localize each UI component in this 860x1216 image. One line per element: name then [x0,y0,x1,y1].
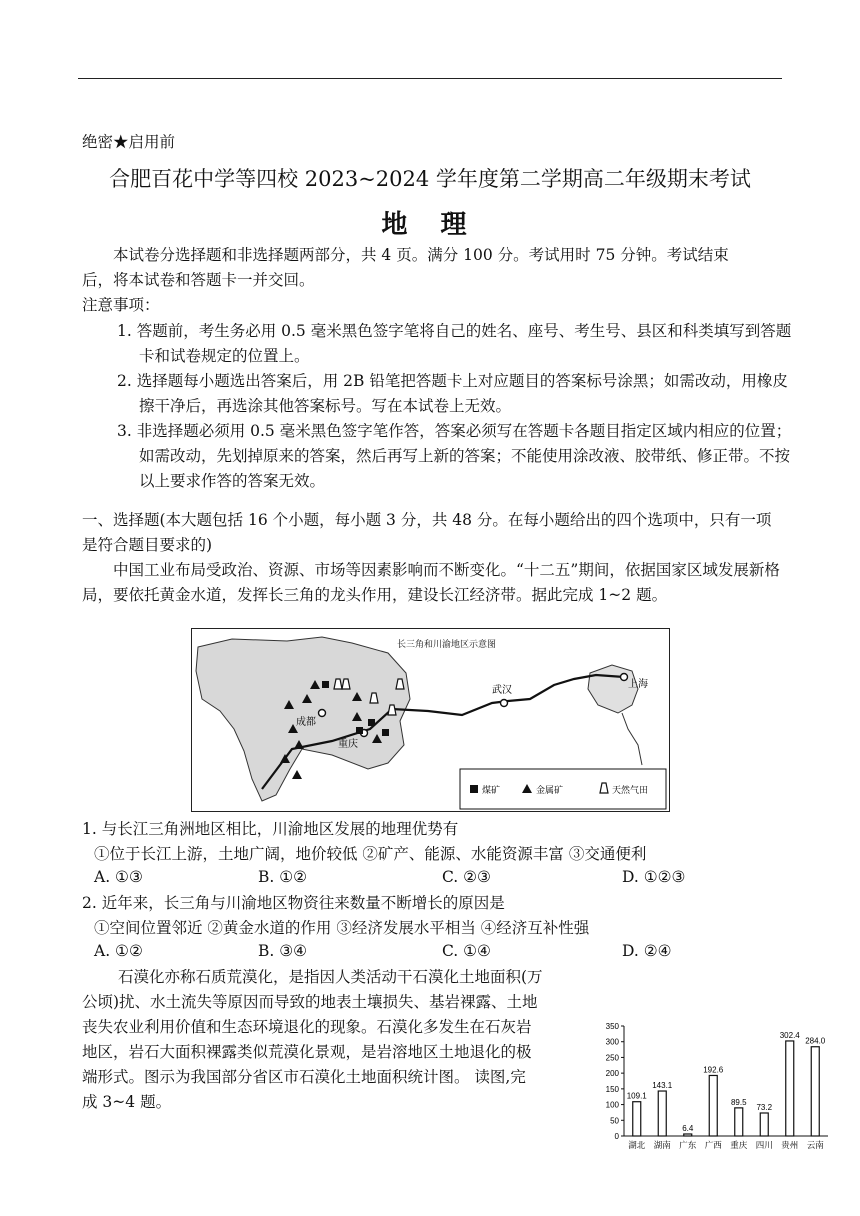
y-tick-label: 50 [610,1116,619,1126]
y-tick-label: 150 [605,1084,619,1094]
q1-option-c[interactable]: C. ②③ [442,868,491,886]
category-label: 云南 [806,1140,824,1150]
bar-value-label: 143.1 [652,1081,673,1091]
chengdu-marker [319,710,326,717]
chengdu-label: 成都 [296,717,316,728]
bar-重庆 [735,1108,743,1136]
bar-贵州 [786,1041,794,1136]
rocky-desertification-chart [596,1018,834,1158]
bar-value-label: 192.6 [703,1065,724,1075]
note-item-2: 2. 选择题每小题选出答案后，用 2B 铅笔把答题卡上对应题目的答案标号涂黑；如需改动，用橡皮擦干净后，再选涂其他答案标号。写在本试卷上无效。 [117,372,788,415]
subject-title: 地 理 [381,210,479,240]
q2-statements: ①空间位置邻近 ②黄金水道的作用 ③经济发展水平相当 ④经济互补性强 [94,919,590,937]
q1-option-d[interactable]: D. ①②③ [622,868,686,886]
bar-value-label: 284.0 [805,1036,826,1046]
chongqing-label: 重庆 [338,739,358,750]
map-title: 长三角和川渝地区示意图 [397,639,497,649]
q1-statements: ①位于长江上游，土地广阔，地价较低 ②矿产、能源、水能资源丰富 ③交通便利 [94,845,647,863]
wuhan-marker [501,700,508,707]
category-label: 四川 [755,1140,773,1150]
bar-value-label: 6.4 [682,1123,694,1133]
map-svg [192,629,669,811]
material-2-line-5: 端形式。图示为我国部分省区市石漠化土地面积统计图。 读图,完 [82,1068,526,1086]
bar-value-label: 73.2 [756,1102,773,1112]
material-2-line-1: 石漠化亦称石质荒漠化，是指因人类活动干石漠化土地面积(万 [118,968,543,986]
bar-广东 [684,1134,692,1136]
bar-湖北 [633,1102,641,1136]
notes-heading: 注意事项： [82,296,160,314]
legend-gas-icon [600,783,608,793]
shanghai-marker [621,674,628,681]
bar-value-label: 89.5 [730,1097,747,1107]
material-2-line-4: 地区，岩石大面积裸露类似荒漠化景观，是岩溶地区土地退化的极 [82,1043,532,1061]
bar-云南 [811,1047,819,1136]
category-label: 湖南 [653,1140,671,1150]
category-label: 广西 [704,1140,722,1150]
section-heading: 一、选择题(本大题包括 16 个小题，每小题 3 分，共 48 分。在每小题给出的四个选项中，只有一项是符合题目要求的) [82,511,772,554]
q1-option-b[interactable]: B. ①② [258,868,308,886]
material-2-line-3: 丧失农业利用价值和生态环境退化的现象。石漠化多发生在石灰岩 [82,1018,532,1036]
coastline [622,713,642,765]
y-tick-label: 350 [605,1022,619,1031]
bar-广西 [709,1075,717,1136]
q2-option-d[interactable]: D. ②④ [622,942,672,960]
y-tick-label: 100 [605,1100,619,1110]
material-2-line-2: 公顷)扰、水土流失等原因而导致的地表土壤损失、基岩裸露、土地 [82,993,538,1011]
bar-四川 [760,1113,768,1136]
note-item-1: 1. 答题前，考生务必用 0.5 毫米黑色签字笔将自己的姓名、座号、考生号、县区和科类填写到答题卡和试卷规定的位置上。 [117,322,792,365]
category-label: 湖北 [628,1140,646,1150]
y-tick-label: 300 [605,1037,619,1047]
q1-stem: 1. 与长江三角洲地区相比，川渝地区发展的地理优势有 [82,820,459,838]
category-label: 贵州 [781,1140,799,1150]
map-figure [191,628,670,812]
legend-coal-icon [470,785,478,793]
intro-line-1: 本试卷分选择题和非选择题两部分，共 4 页。满分 100 分。考试用时 75 分钟。考试结束 [113,246,729,264]
q2-option-a[interactable]: A. ①② [94,942,143,960]
intro-line-2: 后，将本试卷和答题卡一并交回。 [82,271,315,289]
category-label: 广东 [679,1140,697,1150]
shanghai-label: 上海 [628,679,648,690]
wuhan-label: 武汉 [492,685,512,696]
legend-coal-label: 煤矿 [482,785,501,795]
category-label: 重庆 [730,1140,748,1150]
y-tick-label: 200 [605,1069,619,1079]
y-tick-label: 0 [614,1132,619,1141]
q1-option-a[interactable]: A. ①③ [94,868,143,886]
bar-chart-svg [596,1018,834,1158]
bar-value-label: 302.4 [779,1030,800,1040]
top-rule [78,78,782,79]
y-tick-label: 250 [605,1053,619,1063]
material-2-line-6: 成 3~4 题。 [82,1093,172,1111]
material-1: 中国工业布局受政治、资源、市场等因素影响而不断变化。“十二五”期间，依据国家区域发展新格局，要依托黄金水道，发挥长三角的龙头作用，建设长江经济带。据此完成 1~2 题。 [82,561,780,604]
q2-stem: 2. 近年来，长三角与川渝地区物资往来数量不断增长的原因是 [82,894,505,912]
q2-option-b[interactable]: B. ③④ [258,942,308,960]
bar-湖南 [658,1091,666,1136]
secret-label: 绝密★启用前 [82,133,176,151]
bar-value-label: 109.1 [626,1091,647,1101]
legend-metal-label: 金属矿 [536,785,564,795]
exam-title: 合肥百花中学等四校 2023~2024 学年度第二学期高二年级期末考试 [109,167,751,191]
note-item-3: 3. 非选择题必须用 0.5 毫米黑色签字笔作答，答案必须写在答题卡各题目指定区域内相应的位置；如需改动，先划掉原来的答案，然后再写上新的答案；不能使用涂改液、胶带纸、修正带。不按以上要求作答的答案无效。 [117,422,792,490]
legend-gas-label: 天然气田 [612,785,649,795]
q2-option-c[interactable]: C. ①④ [442,942,491,960]
